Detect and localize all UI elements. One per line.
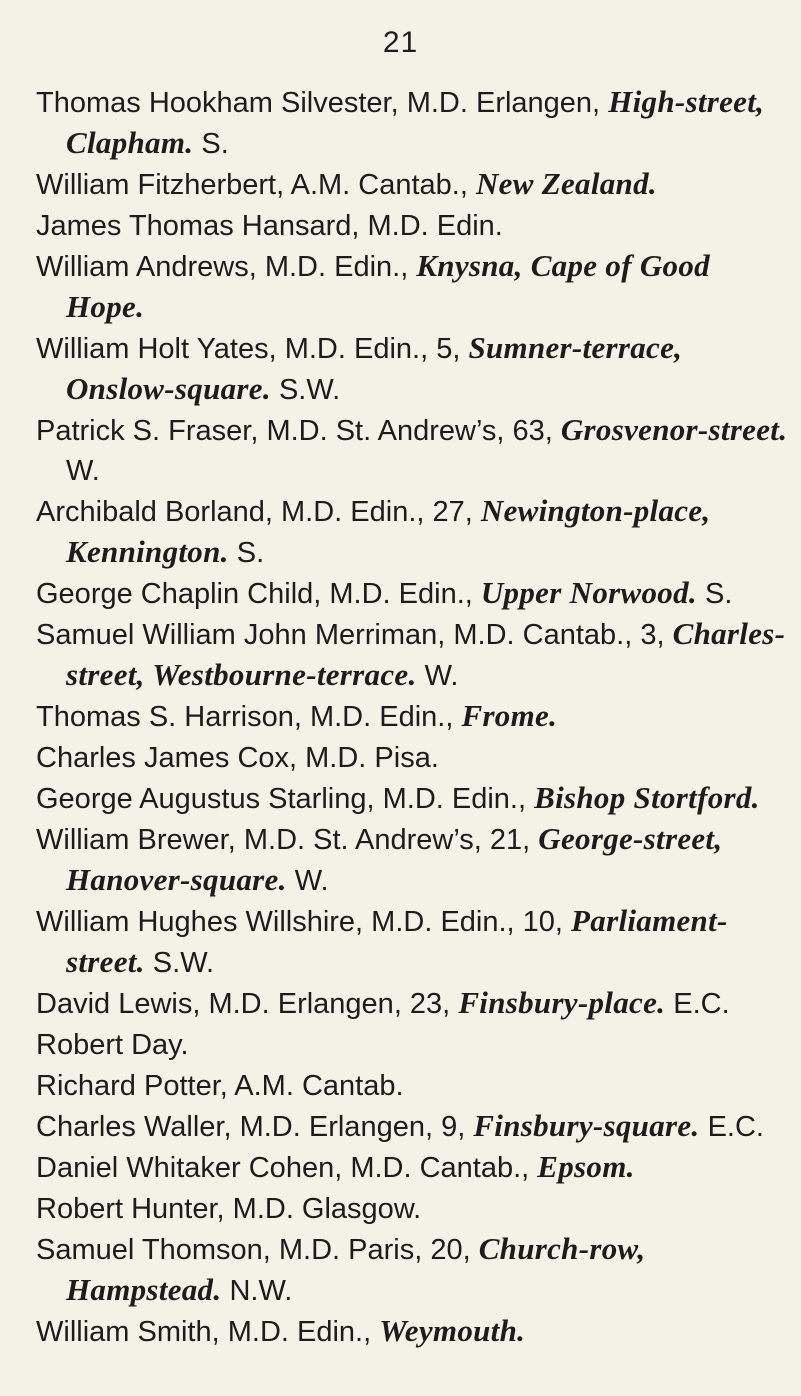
list-item bbox=[36, 1147, 796, 1188]
member-name: Thomas Hookham Silvester, M.D. Erlangen, bbox=[36, 87, 601, 119]
member-address: Upper Norwood. bbox=[480, 575, 697, 610]
member-name: Robert Day. bbox=[36, 1029, 189, 1061]
list-item bbox=[36, 737, 796, 778]
postal-district: S. bbox=[704, 578, 733, 610]
member-address: High-street, Clapham. bbox=[66, 84, 765, 160]
member-name: William Smith, M.D. Edin., bbox=[36, 1316, 372, 1348]
postal-district: S. bbox=[236, 537, 265, 569]
member-name: Samuel William John Merriman, M.D. Cantab., 3, bbox=[36, 619, 665, 651]
member-address: George-street, Hanover-square. bbox=[66, 821, 723, 897]
member-address: Bishop Stortford. bbox=[534, 780, 760, 815]
member-name: William Holt Yates, M.D. Edin., 5, bbox=[36, 333, 461, 365]
member-address: New Zealand. bbox=[475, 166, 657, 201]
member-address: Epsom. bbox=[537, 1149, 635, 1184]
postal-district: W. bbox=[294, 865, 329, 897]
list-item bbox=[36, 573, 796, 614]
member-name: Charles James Cox, M.D. Pisa. bbox=[36, 742, 439, 774]
member-name: William Hughes Willshire, M.D. Edin., 10, bbox=[36, 906, 563, 938]
postal-district: S.W. bbox=[278, 374, 341, 406]
postal-district: W. bbox=[424, 660, 459, 692]
list-item bbox=[36, 246, 796, 328]
member-name: Samuel Thomson, M.D. Paris, 20, bbox=[36, 1234, 471, 1266]
member-name: Richard Potter, A.M. Cantab. bbox=[36, 1070, 404, 1102]
list-item bbox=[36, 1311, 796, 1352]
list-item bbox=[36, 1188, 796, 1229]
postal-district: W. bbox=[66, 455, 100, 487]
member-address: Newington-place, Kennington. bbox=[66, 493, 711, 569]
member-list bbox=[36, 82, 796, 1352]
member-name: George Augustus Starling, M.D. Edin., bbox=[36, 783, 527, 815]
member-name: George Chaplin Child, M.D. Edin., bbox=[36, 578, 473, 610]
member-name: William Andrews, M.D. Edin., bbox=[36, 251, 409, 283]
list-item bbox=[36, 491, 796, 573]
list-item bbox=[36, 696, 796, 737]
member-name: Charles Waller, M.D. Erlangen, 9, bbox=[36, 1111, 466, 1143]
list-item bbox=[36, 82, 796, 164]
member-address: Church-row, Hampstead. bbox=[66, 1231, 646, 1307]
member-name: Thomas S. Harrison, M.D. Edin., bbox=[36, 701, 454, 733]
postal-district: S. bbox=[201, 128, 229, 160]
postal-district: N.W. bbox=[229, 1275, 293, 1307]
postal-district: E.C. bbox=[673, 988, 730, 1020]
member-address: Frome. bbox=[461, 698, 558, 733]
member-address: Parliament-street. bbox=[66, 903, 728, 979]
member-address: Weymouth. bbox=[379, 1313, 526, 1348]
member-name: William Brewer, M.D. St. Andrew’s, 21, bbox=[36, 824, 531, 856]
list-item bbox=[36, 164, 796, 205]
member-name: James Thomas Hansard, M.D. Edin. bbox=[36, 210, 503, 242]
postal-district: S.W. bbox=[152, 947, 215, 979]
list-item bbox=[36, 410, 796, 491]
list-item bbox=[36, 983, 796, 1024]
member-name: Patrick S. Fraser, M.D. St. Andrew’s, 63, bbox=[36, 415, 553, 447]
list-item bbox=[36, 778, 796, 819]
member-address: Charles-street, Westbourne-terrace. bbox=[66, 616, 786, 692]
list-item bbox=[36, 1106, 796, 1147]
member-name: Archibald Borland, M.D. Edin., 27, bbox=[36, 496, 473, 528]
postal-district: E.C. bbox=[707, 1111, 764, 1143]
list-item bbox=[36, 328, 796, 410]
list-item bbox=[36, 614, 796, 696]
member-address: Sumner-terrace, Onslow-square. bbox=[66, 330, 683, 406]
member-name: Daniel Whitaker Cohen, M.D. Cantab., bbox=[36, 1152, 530, 1184]
list-item bbox=[36, 1065, 796, 1106]
list-item bbox=[36, 1024, 796, 1065]
list-item bbox=[36, 819, 796, 901]
member-address: Finsbury-place. bbox=[458, 985, 666, 1020]
member-address: Finsbury-square. bbox=[473, 1108, 700, 1143]
list-item bbox=[36, 901, 796, 983]
member-name: Robert Hunter, M.D. Glasgow. bbox=[36, 1193, 422, 1225]
list-item bbox=[36, 205, 796, 246]
member-address: Grosvenor-street. bbox=[560, 412, 788, 447]
member-name: David Lewis, M.D. Erlangen, 23, bbox=[36, 988, 451, 1020]
member-address: Knysna, Cape of Good Hope. bbox=[66, 248, 710, 324]
member-name: William Fitzherbert, A.M. Cantab., bbox=[36, 169, 468, 201]
page-number: 21 bbox=[382, 26, 419, 59]
list-item bbox=[36, 1229, 796, 1311]
